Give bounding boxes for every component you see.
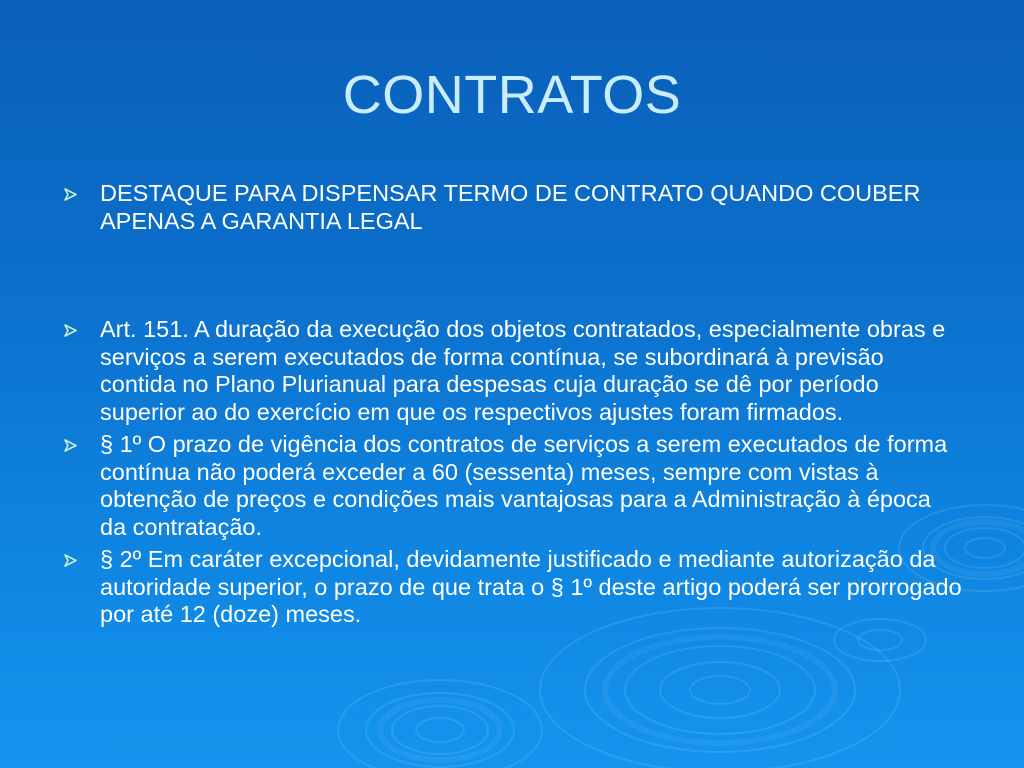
bullet-item [62,431,962,541]
slide-title: CONTRATOS [342,65,682,125]
bullet-item [62,546,962,629]
bullet-list [62,180,962,629]
bullet-text: Art. 151. A duração da execução dos objetos contratados, especialmente obras e serviços a serem executados de forma contínua, se subordinará à previsão contida no Plano Plurianual para despesas cuja duração se dê por período superior ao do exercício em que os respectivos ajustes foram firmados. [100,316,946,425]
bullet-text: DESTAQUE PARA DISPENSAR TERMO DE CONTRATO QUANDO COUBER APENAS A GARANTIA LEGAL [100,180,921,234]
chevron-right-arrowhead-icon [64,324,77,337]
bullet-text: § 2º Em caráter excepcional, devidamente justificado e mediante autorização da autoridade superior, o prazo de que trata o § 1º deste artigo poderá ser prorrogado por até 12 (doze) meses. [100,546,962,627]
chevron-right-arrowhead-icon [64,554,77,567]
bullet-item [62,316,962,426]
chevron-right-arrowhead-icon [64,439,77,452]
bullet-text: § 1º O prazo de vigência dos contratos de serviços a serem executados de forma contínua não poderá exceder a 60 (sessenta) meses, sempre com vistas à obtenção de preços e condições mais vantajosas para a Administração à época da contratação. [100,431,948,540]
chevron-right-arrowhead-icon [64,188,77,201]
bullet-item [62,180,962,235]
